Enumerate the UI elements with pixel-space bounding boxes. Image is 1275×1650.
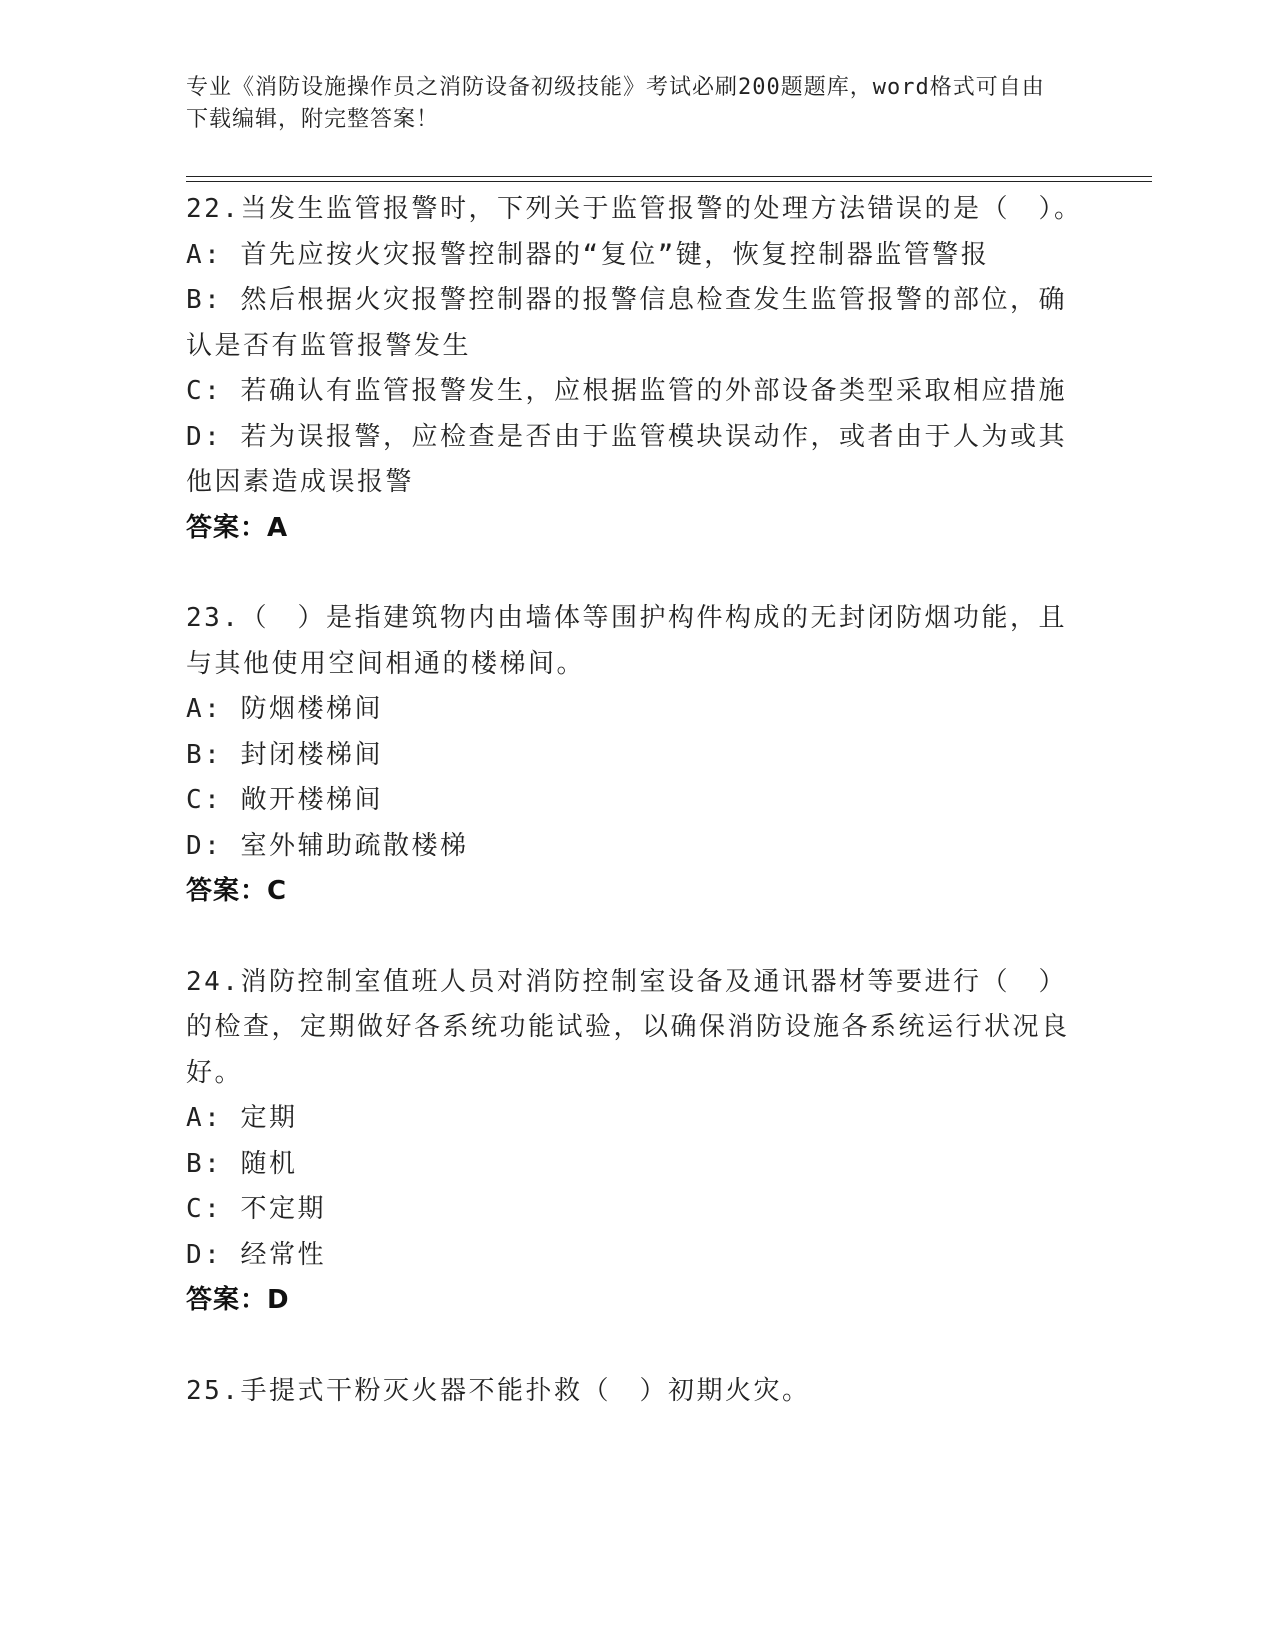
option-d: D: 若为误报警，应检查是否由于监管模块误动作，或者由于人为或其他因素造成误报警	[186, 421, 1067, 497]
question-24	[186, 960, 1086, 1324]
option-b: B: 随机	[186, 1148, 298, 1179]
option-c: C: 不定期	[186, 1194, 326, 1224]
question-list	[186, 187, 1086, 1459]
option-c: C: 若确认有监管报警发生，应根据监管的外部设备类型采取相应措施	[186, 376, 1067, 406]
question-stem: 25.手提式干粉灭火器不能扑救（ ）初期火灾。	[186, 1375, 811, 1406]
question-stem: 24.消防控制室值班人员对消防控制室设备及通讯器材等要进行（ ）的检查，定期做好各系统功能试验，以确保消防设施各系统运行状况良好。	[186, 966, 1070, 1088]
question-22	[186, 187, 1086, 551]
document-header	[186, 72, 1066, 136]
option-d: D: 室外辅助疏散楼梯	[186, 830, 469, 861]
option-b: B: 然后根据火灾报警控制器的报警信息检查发生监管报警的部位，确认是否有监管报警发生	[186, 285, 1067, 361]
answer-line: 答案：D	[186, 1285, 290, 1315]
option-b: B: 封闭楼梯间	[186, 739, 383, 770]
option-a: A: 首先应按火灾报警控制器的“复位”键，恢复控制器监管警报	[186, 239, 990, 270]
option-c: C: 敞开楼梯间	[186, 785, 383, 815]
header-text: 专业《消防设施操作员之消防设备初级技能》考试必刷200题题库，word格式可自由下载编辑，附完整答案！	[186, 75, 1045, 132]
header-rule-bottom	[186, 181, 1152, 182]
question-23	[186, 596, 1086, 915]
question-stem: 22.当发生监管报警时，下列关于监管报警的处理方法错误的是（ ）。	[186, 194, 1083, 224]
question-stem: 23.（ ）是指建筑物内由墙体等围护构件构成的无封闭防烟功能，且与其他使用空间相通的楼梯间。	[186, 603, 1067, 679]
option-a: A: 防烟楼梯间	[186, 694, 383, 724]
answer-line: 答案：C	[186, 876, 288, 906]
question-25	[186, 1369, 1086, 1415]
option-a: A: 定期	[186, 1103, 298, 1133]
header-rule-top	[186, 176, 1152, 177]
option-d: D: 经常性	[186, 1239, 326, 1270]
answer-line: 答案：A	[186, 512, 289, 543]
